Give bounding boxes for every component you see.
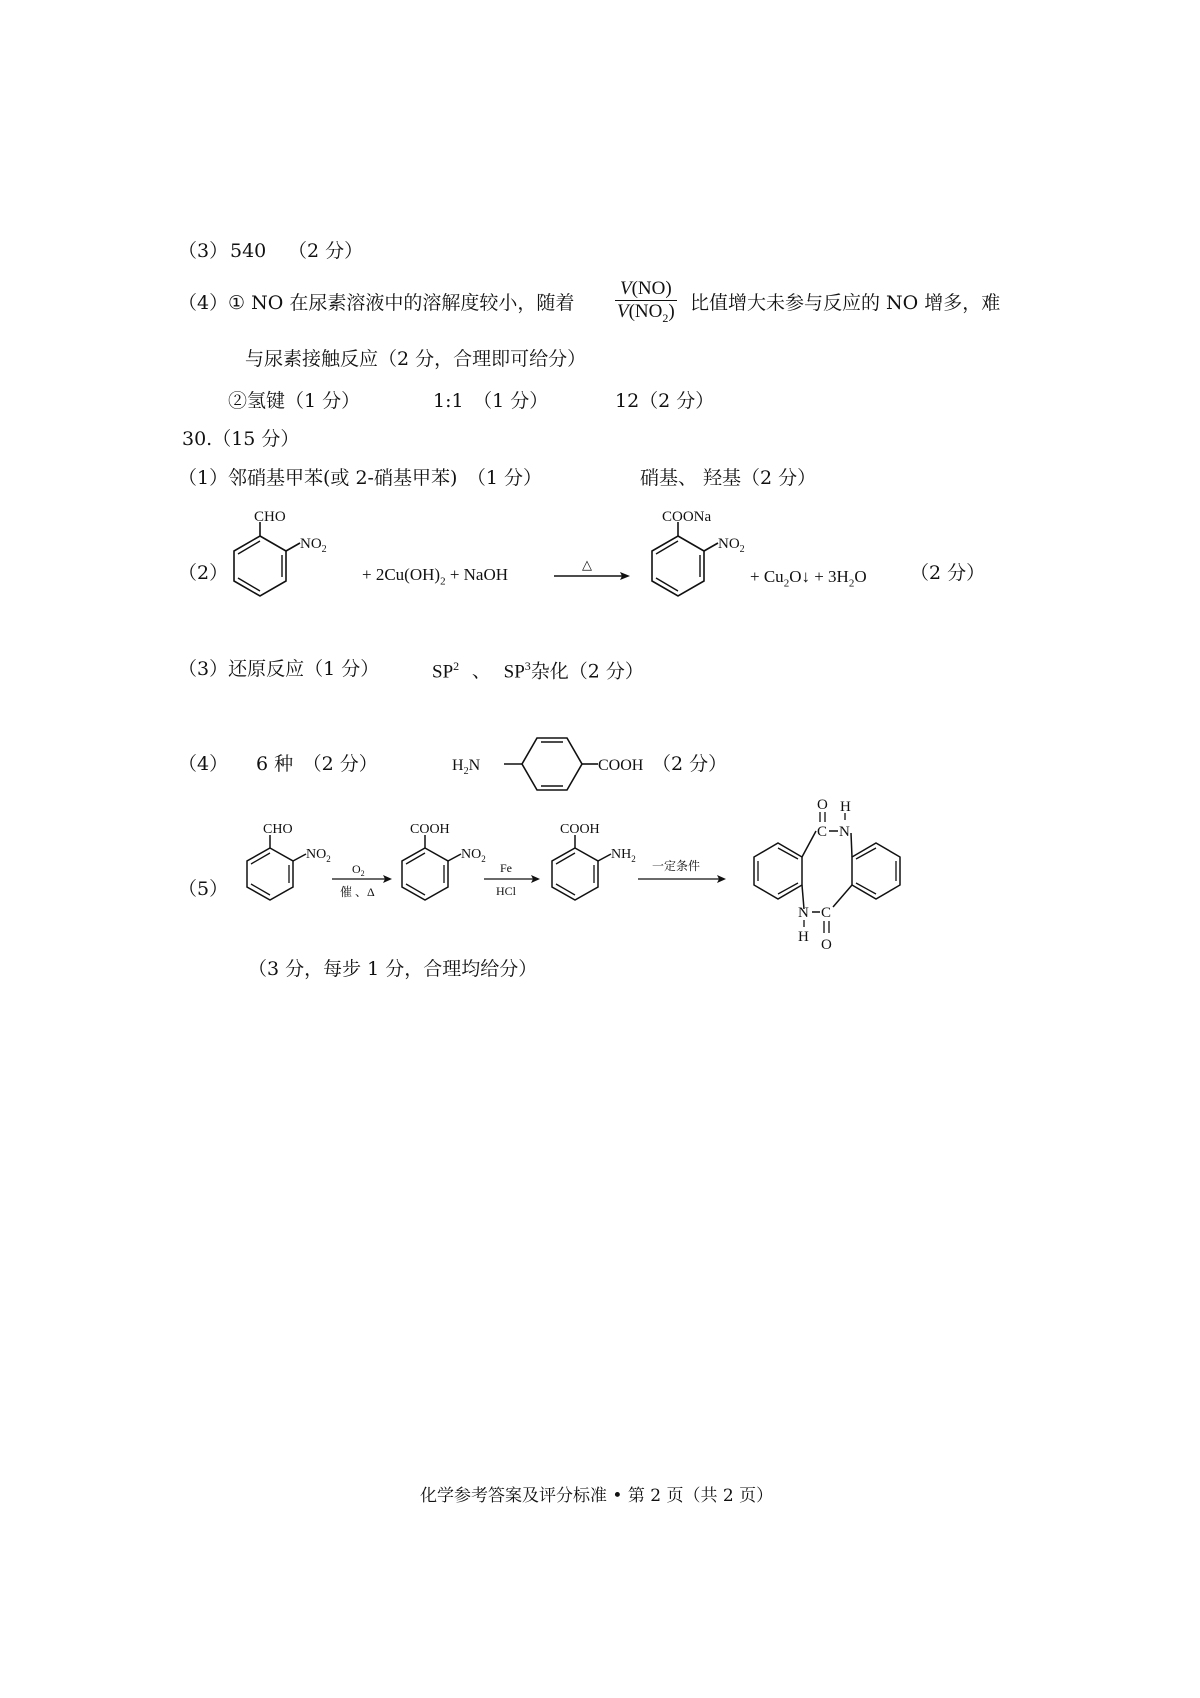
- cond3-top: 一定条件: [652, 859, 701, 873]
- benzene-ring: [234, 536, 286, 596]
- products-b-sub: 2: [848, 577, 855, 590]
- q29-p4-part2-b: 1:1 （1 分）: [433, 390, 549, 412]
- benzene-ring-left: [754, 843, 802, 899]
- q29-p4-text-b: 比值增大未参与反应的 NO 增多，难: [690, 292, 1001, 314]
- compound-anthranilic-acid: [552, 822, 636, 900]
- group-no2-sub: 2: [739, 544, 745, 555]
- group-h-sub: 2: [463, 766, 469, 777]
- benzene-ring: [402, 848, 448, 900]
- page-footer: 化学参考答案及评分标准 • 第 2 页（共 2 页）: [420, 1486, 774, 1506]
- sp-sep: 、: [471, 661, 491, 683]
- q30-p1-answer2: 硝基、 羟基（2 分）: [640, 467, 817, 489]
- frac-num: (NO): [631, 278, 672, 299]
- cond2-top: Fe: [500, 861, 512, 875]
- benzene-ring-right: [852, 843, 900, 899]
- frac-num-v: V: [620, 278, 632, 299]
- q30-p1-label: （1）: [178, 467, 229, 489]
- benzene-ring: [552, 848, 598, 900]
- compound-o-nitrobenzaldehyde: [247, 822, 331, 900]
- group-cho: CHO: [254, 509, 286, 525]
- svg-text:NO2: [718, 536, 745, 555]
- q29-p3-score: （2 分）: [288, 240, 364, 262]
- atom-c-bottom: C: [821, 905, 832, 921]
- q29-p4-line2: 与尿素接触反应（2 分，合理即可给分）: [245, 348, 587, 370]
- svg-text:NO2: [300, 536, 327, 555]
- compound-dibenzo-diazocine-dione: [754, 797, 900, 953]
- reagents-text: + 2Cu(OH): [362, 565, 441, 584]
- svg-text:H2N: [452, 757, 481, 777]
- group-nh2: NH: [611, 847, 632, 862]
- group-h: H: [452, 757, 464, 774]
- frac-den-sub: 2: [662, 310, 669, 325]
- frac-den-v: V: [617, 301, 629, 322]
- q30-p4-score: （2 分）: [652, 753, 728, 775]
- reagents-end: + NaOH: [445, 565, 509, 584]
- q30-p2-score: （2 分）: [910, 562, 986, 584]
- benzene-ring: [652, 536, 704, 596]
- svg-text:NO2: [306, 847, 331, 864]
- q29-p4-text-a: ① NO 在尿素溶液中的溶解度较小，随着: [228, 292, 575, 314]
- q29-p4-label: （4）: [178, 292, 229, 314]
- products-a: + Cu: [750, 567, 784, 586]
- reaction-2-product: [638, 508, 778, 608]
- q29-p4-part2-c: 12（2 分）: [615, 390, 715, 412]
- q30-header: 30.（15 分）: [182, 428, 300, 450]
- reaction-2-reagents: [362, 566, 508, 587]
- sp-a: SP: [432, 661, 454, 683]
- reaction-2-reactant: [220, 508, 360, 608]
- frac-den: (NO: [628, 301, 663, 322]
- group-no2-sub: 2: [326, 854, 331, 864]
- svg-text:NH2: [611, 847, 636, 864]
- q30-p5-label: （5）: [178, 878, 229, 900]
- group-nh2-sub: 2: [631, 854, 636, 864]
- sp-tail: 杂化（2 分）: [530, 660, 644, 683]
- products-a-sub: 2: [783, 577, 790, 590]
- group-no2: NO: [300, 536, 322, 552]
- q30-p3-hybrid: [432, 660, 644, 681]
- cond1-top: O: [352, 862, 361, 876]
- cond1-top-sub: 2: [360, 869, 365, 878]
- svg-text:O2: [352, 862, 365, 878]
- atom-c-top: C: [817, 824, 828, 840]
- q30-p2-label: （2）: [178, 562, 229, 584]
- sp-b: SP: [503, 661, 525, 683]
- q30-p3-label: （3）还原反应（1 分）: [178, 658, 380, 680]
- arrow-step-3: [638, 858, 726, 883]
- reagents-sub: 2: [440, 575, 446, 588]
- frac-den-end: ): [668, 301, 675, 322]
- compound-o-nitrobenzoic-acid: [402, 822, 486, 900]
- cond2-bottom: HCl: [496, 884, 517, 898]
- group-no2-sub: 2: [321, 544, 327, 555]
- group-no2: NO: [306, 847, 327, 862]
- q30-p4-answer: 6 种 （2 分）: [256, 753, 378, 775]
- synthesis-route: [220, 795, 1000, 965]
- products-c: O: [854, 567, 867, 586]
- atom-h-bottom: H: [798, 929, 809, 945]
- arrow-condition: △: [582, 557, 592, 572]
- q30-p4-label: （4）: [178, 753, 229, 775]
- group-cho: CHO: [263, 822, 293, 837]
- group-no2-sub: 2: [481, 854, 486, 864]
- atom-n-bottom: N: [798, 905, 809, 921]
- sp-b-sup: 3: [524, 659, 531, 673]
- reaction-2-arrow: [552, 558, 632, 582]
- svg-text:NO2: [461, 847, 486, 864]
- q30-p5-note: （3 分，每步 1 分，合理均给分）: [248, 958, 538, 980]
- atom-o-bottom: O: [821, 937, 832, 953]
- group-n: N: [468, 757, 481, 774]
- group-no2: NO: [461, 847, 482, 862]
- group-no2: NO: [718, 536, 740, 552]
- group-cooh: COOH: [598, 757, 644, 774]
- products-b: O↓ + 3H: [789, 567, 849, 586]
- group-cooh: COOH: [560, 822, 600, 837]
- group-cooh: COOH: [410, 822, 450, 837]
- q30-p1-answer: 邻硝基甲苯(或 2-硝基甲苯) （1 分）: [228, 467, 543, 489]
- group-coona: COONa: [662, 509, 712, 525]
- q29-p3-label: （3）: [178, 240, 229, 262]
- atom-o-top: O: [817, 797, 828, 813]
- cond1-bottom: 催 、Δ: [340, 885, 375, 899]
- benzene-ring: [522, 738, 582, 790]
- q29-p3-answer: 540: [230, 240, 267, 262]
- atom-h-top: H: [840, 799, 851, 815]
- arrow-step-2: [484, 861, 540, 898]
- atom-n-top: N: [839, 824, 850, 840]
- arrow-step-1: [332, 862, 392, 899]
- q29-p4-fraction: [615, 278, 677, 326]
- q29-p4-part2-a: ②氢键（1 分）: [228, 390, 361, 412]
- reaction-2-products: [750, 568, 867, 589]
- benzene-ring: [247, 848, 293, 900]
- sp-a-sup: 2: [453, 659, 460, 673]
